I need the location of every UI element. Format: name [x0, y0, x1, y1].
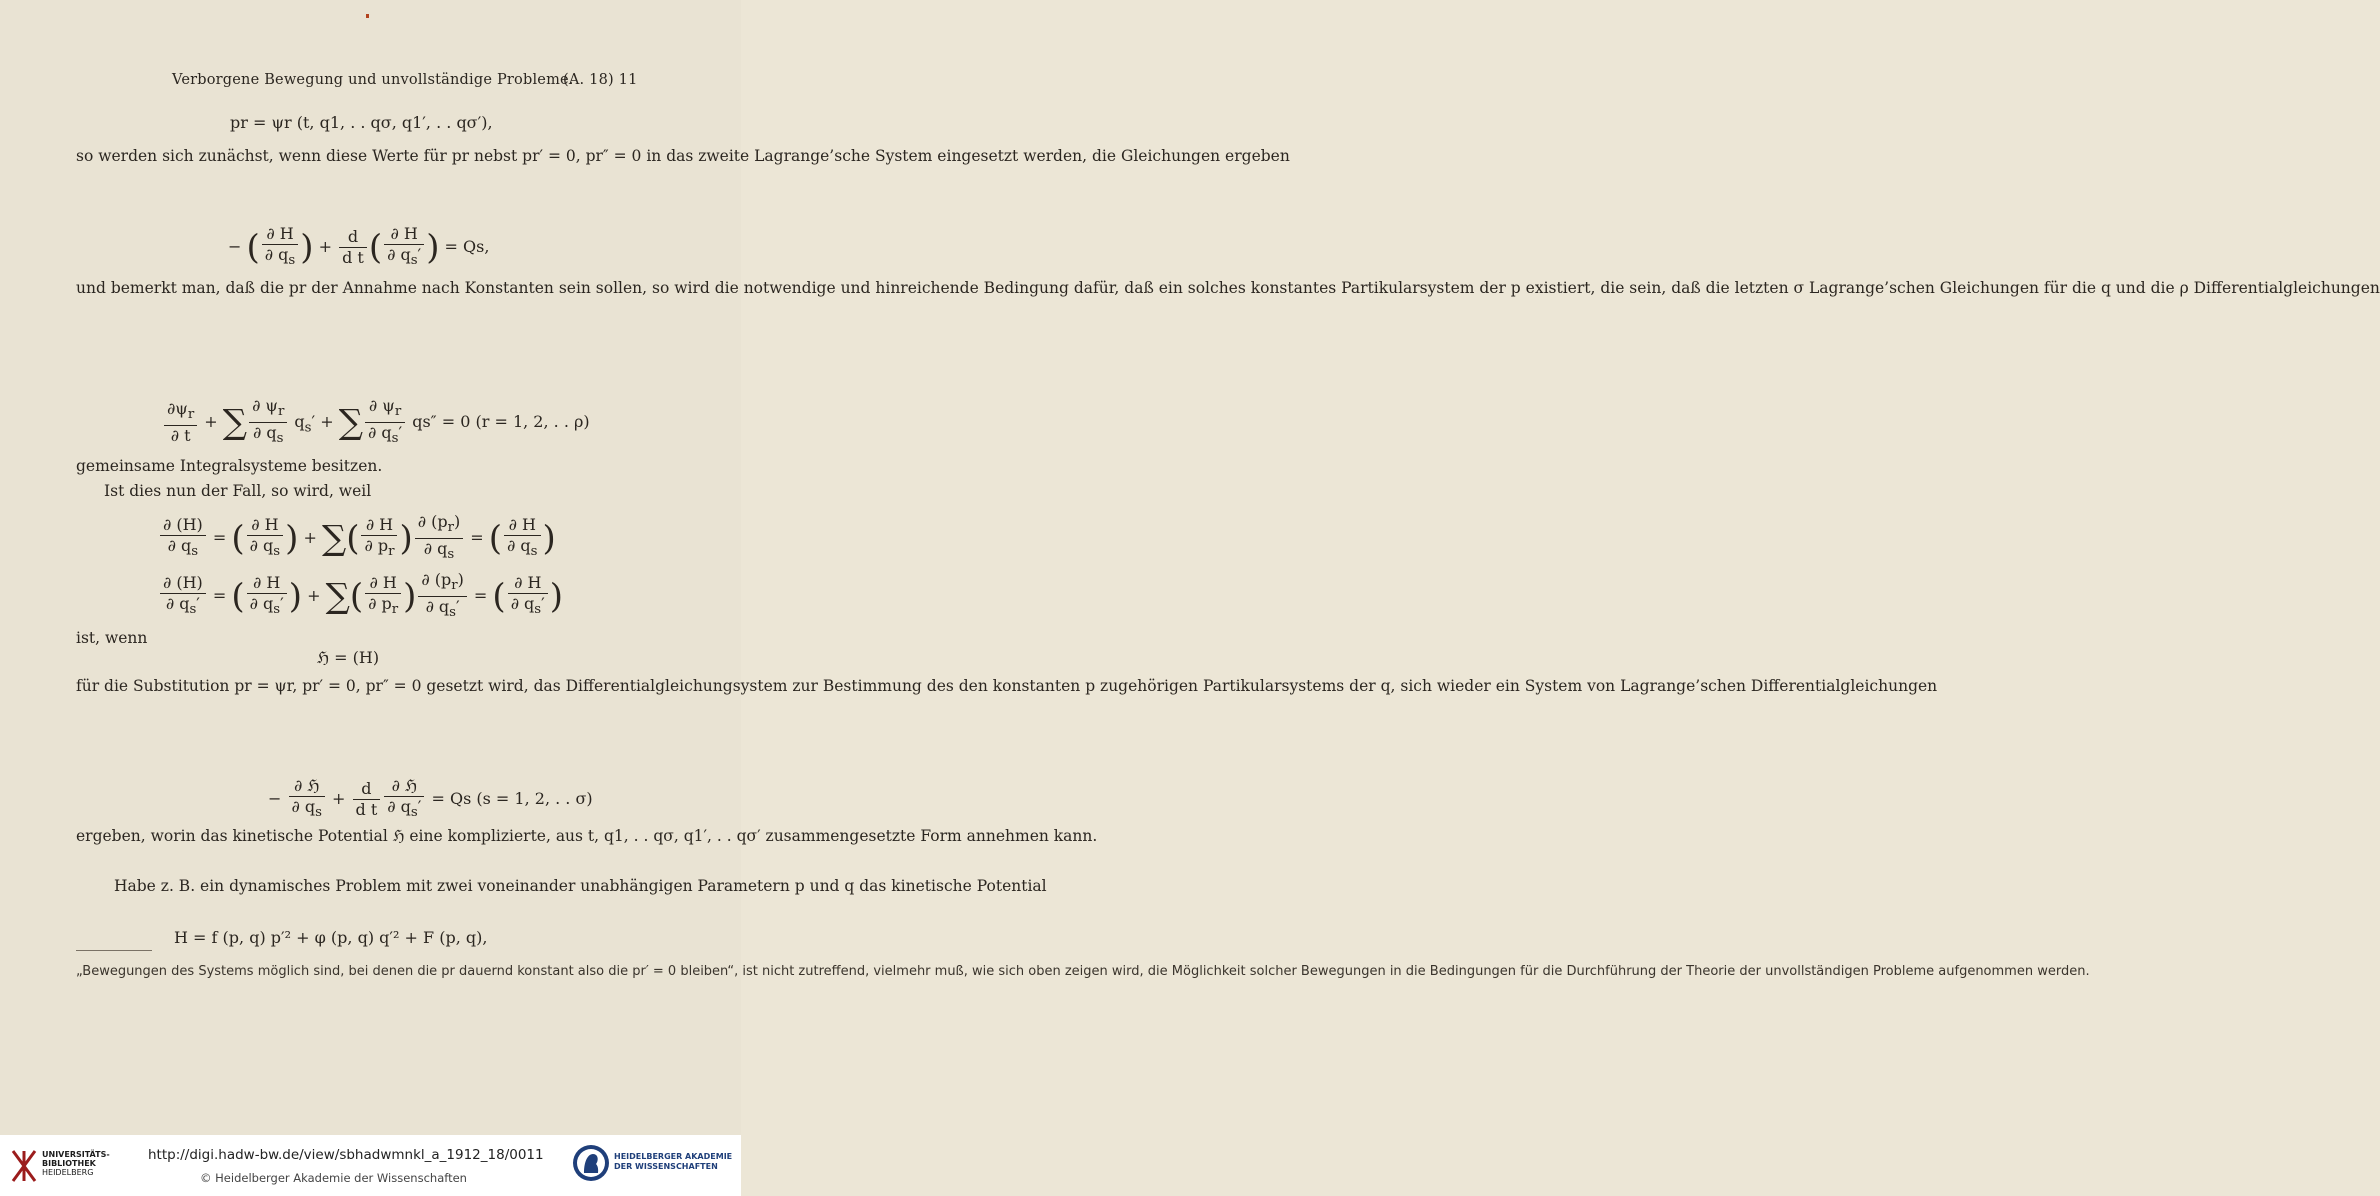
equation-6: ℌ = (H): [317, 648, 380, 667]
equation-7-rhs: = Qs (s = 1, 2, . . σ): [431, 789, 593, 809]
equation-7: − $\frac{\text{∂ ℌ}}{\partial q_s}$ + $\frac{d}{\text{d t}}$ $\frac{\text{∂ ℌ}}{\partial q_s'}$ = Qs (s = 1, 2, . . σ): [268, 776, 593, 821]
paragraph-3: gemeinsame Integralsysteme besitzen.: [76, 457, 383, 475]
viewer-footer: [0, 1135, 741, 1196]
paragraph-7: ergeben, worin das kinetische Potential ℌ eine komplizierte, aus t, q1, . . qσ, q1′, . . qσ′ zusammengesetzte Form annehmen kann.: [76, 827, 1098, 845]
equation-2-rhs: = Qs,: [444, 237, 490, 257]
footnote-rule: [76, 950, 152, 951]
paragraph-1: so werden sich zunächst, wenn diese Werte für pr nebst pr′ = 0, pr″ = 0 in das zweite Lagrange’sche System eingesetzt werden, die Gleichungen ergeben: [76, 147, 1290, 165]
equation-3-rhs: qs″ = 0 (r = 1, 2, . . ρ): [412, 412, 590, 432]
academy-name: HEIDELBERGER AKADEMIE DER WISSENSCHAFTEN: [614, 1152, 733, 1171]
paragraph-6: für die Substitution pr = ψr, pr′ = 0, pr″ = 0 gesetzt wird, das Differentialgleichungsystem zur Bestimmung des den konstanten p zugehörigen Partikularsystems der q, sich wieder ein System von Lagrange’schen Differentialgleichungen: [76, 677, 1938, 695]
page-reference: (A. 18) 11: [563, 72, 638, 88]
equation-3: $\frac{\partial\psi_r}{\partial t}$ + ∑ $\frac{\partial \psi_r}{\partial q_s}$ $q_s'$ + ∑ $\frac{\partial \psi_r}{\partial q_s'}$ qs″ = 0 (r = 1, 2, . . ρ): [162, 396, 590, 449]
equation-8: H = f (p, q) p′² + φ (p, q) q′² + F (p, q),: [174, 928, 488, 947]
paragraph-8: Habe z. B. ein dynamisches Problem mit zwei voneinander unabhängigen Parametern p und q das kinetische Potential: [114, 877, 1047, 895]
academy-seal-icon: [572, 1143, 610, 1183]
equation-1: pr = ψr (t, q1, . . qσ, q1′, . . qσ′),: [230, 113, 493, 132]
paragraph-5: ist, wenn: [76, 629, 148, 647]
equation-2: − ( $\frac{\partial H}{\partial q_s}$ ) + $\frac{d}{\text{d t}}$ ( $\frac{\partial H}{\partial q_s'}$ ) = Qs,: [228, 224, 490, 269]
equation-5: $\frac{\partial (H)}{\partial q_s'}$ = ( $\frac{\partial H}{\partial q_s'}$ ) + ∑( $\frac{\partial H}{\partial p_r}$ ) $\frac{\partial (p_r)}{\partial q_s'}$ = ( $\frac{\partial H}{\partial q_s'}$ ): [158, 570, 563, 623]
running-title: Verborgene Bewegung und unvollständige Probleme.: [172, 72, 574, 88]
university-library-name: UNIVERSITÄTS- BIBLIOTHEK HEIDELBERG: [42, 1150, 110, 1177]
permalink-url[interactable]: http://digi.hadw-bw.de/view/sbhadwmnkl_a_1912_18/0011: [148, 1147, 544, 1163]
footnote: „Bewegungen des Systems möglich sind, bei denen die pr dauernd konstant also die pr′ = 0 bleiben“, ist nicht zutreffend, vielmehr muß, wie sich oben zeigen wird, die Möglichkeit solcher Bewegungen in die Bedingungen für die Durchführung der Theorie der unvollständigen Probleme aufgenommen werden.: [76, 964, 2090, 979]
paragraph-2: und bemerkt man, daß die pr der Annahme nach Konstanten sein sollen, so wird die notwendige und hinreichende Bedingung dafür, daß ein solches konstantes Partikularsystem der p existiert, die sein, daß die letzten σ Lagrange’schen Gleichungen für die q und die ρ Differentialgleichungen: [76, 279, 2380, 297]
equation-4: $\frac{\partial (H)}{\partial q_s}$ = ( $\frac{\partial H}{\partial q_s}$ ) + ∑( $\frac{\partial H}{\partial p_r}$ ) $\frac{\partial (p_r)}{\partial q_s}$ = ( $\frac{\partial H}{\partial q_s}$ ): [158, 512, 556, 565]
paragraph-4: Ist dies nun der Fall, so wird, weil: [104, 482, 372, 500]
university-library-logo-icon: [10, 1149, 38, 1183]
ink-spot: [366, 14, 369, 18]
copyright-text: © Heidelberger Akademie der Wissenschaften: [200, 1171, 467, 1185]
